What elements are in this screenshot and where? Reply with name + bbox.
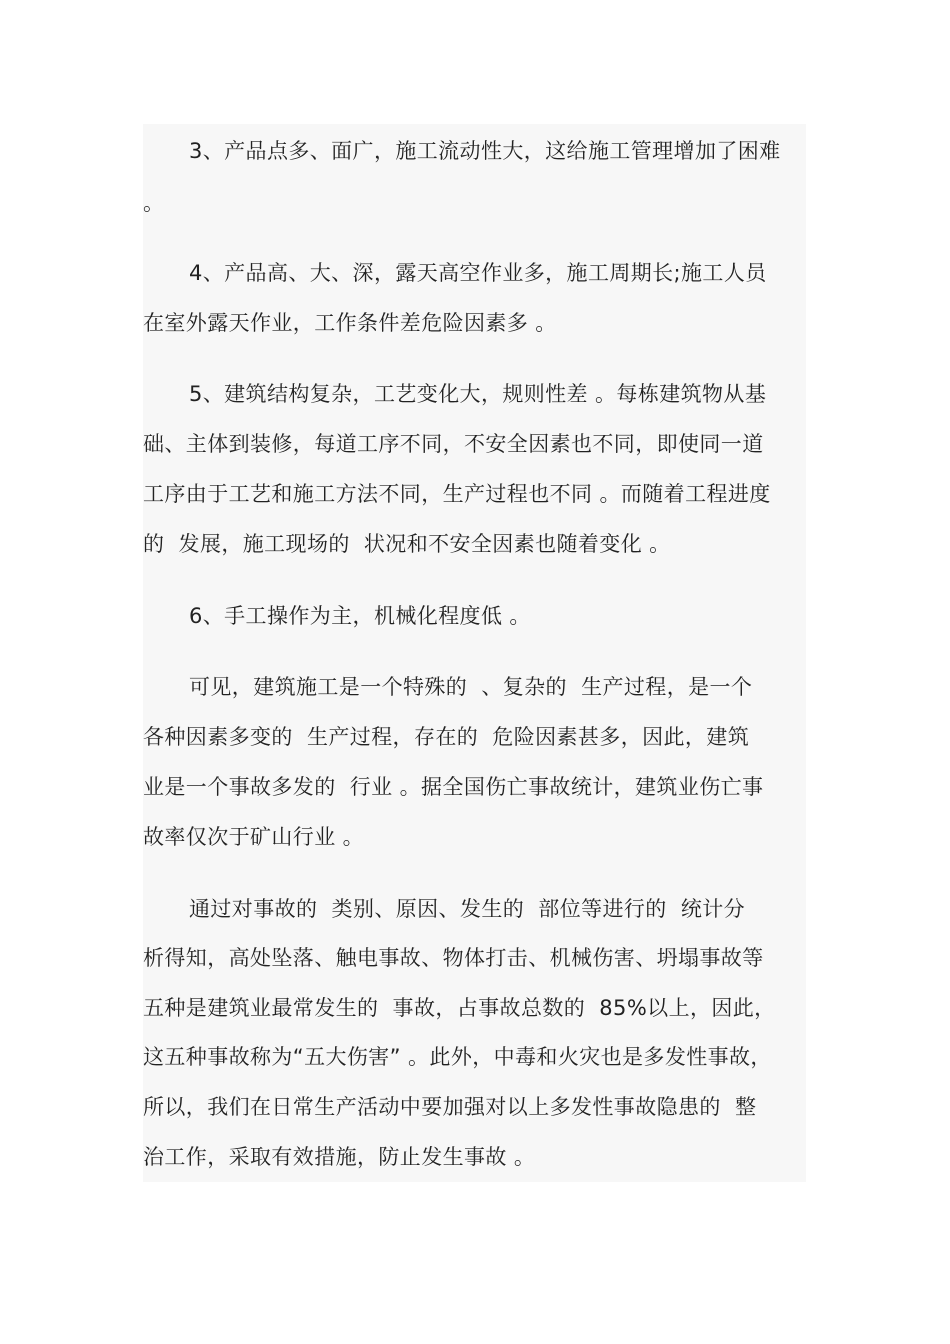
paragraph-6-line-3: 五种是建筑业最常发生的 事故，占事故总数的 85%以上，因此， bbox=[143, 996, 776, 1020]
paragraph-1-line-2: 。 bbox=[143, 191, 165, 215]
paragraph-6-line-6: 治工作，采取有效措施，防止发生事故 。 bbox=[143, 1145, 536, 1169]
document-text-block bbox=[143, 124, 806, 1182]
paragraph-6-line-5: 所以，我们在日常生产活动中要加强对以上多发性事故隐患的 整 bbox=[143, 1095, 757, 1119]
paragraph-3-line-3: 工序由于工艺和施工方法不同，生产过程也不同 。而随着工程进度 bbox=[143, 482, 771, 506]
paragraph-3-line-1: 5、建筑结构复杂，工艺变化大，规则性差 。每栋建筑物从基 bbox=[189, 382, 767, 406]
paragraph-5-line-1: 可见，建筑施工是一个特殊的 、复杂的 生产过程，是一个 bbox=[189, 675, 753, 699]
paragraph-5-line-2: 各种因素多变的 生产过程，存在的 危险因素甚多，因此，建筑 bbox=[143, 725, 750, 749]
paragraph-5-line-3: 业是一个事故多发的 行业 。据全国伤亡事故统计，建筑业伤亡事 bbox=[143, 775, 764, 799]
paragraph-3-line-4: 的 发展，施工现场的 状况和不安全因素也随着变化 。 bbox=[143, 532, 671, 556]
paragraph-4-line-1: 6、手工操作为主，机械化程度低 。 bbox=[189, 604, 531, 628]
paragraph-3-line-2: 础、主体到装修，每道工序不同，不安全因素也不同，即使同一道 bbox=[143, 432, 764, 456]
paragraph-6-line-4: 这五种事故称为“五大伤害” 。此外，中毒和火灾也是多发性事故， bbox=[143, 1045, 772, 1069]
paragraph-6-line-2: 析得知，高处坠落、触电事故、物体打击、机械伤害、坍塌事故等 bbox=[143, 946, 764, 970]
paragraph-5-line-4: 故率仅次于矿山行业 。 bbox=[143, 825, 365, 849]
paragraph-1-line-1: 3、产品点多、面广，施工流动性大，这给施工管理增加了困难 bbox=[189, 139, 781, 163]
paragraph-2-line-1: 4、产品高、大、深，露天高空作业多，施工周期长;施工人员 bbox=[189, 261, 767, 285]
paragraph-2-line-2: 在室外露天作业，工作条件差危险因素多 。 bbox=[143, 311, 557, 335]
paragraph-6-line-1: 通过对事故的 类别、原因、发生的 部位等进行的 统计分 bbox=[189, 897, 746, 921]
